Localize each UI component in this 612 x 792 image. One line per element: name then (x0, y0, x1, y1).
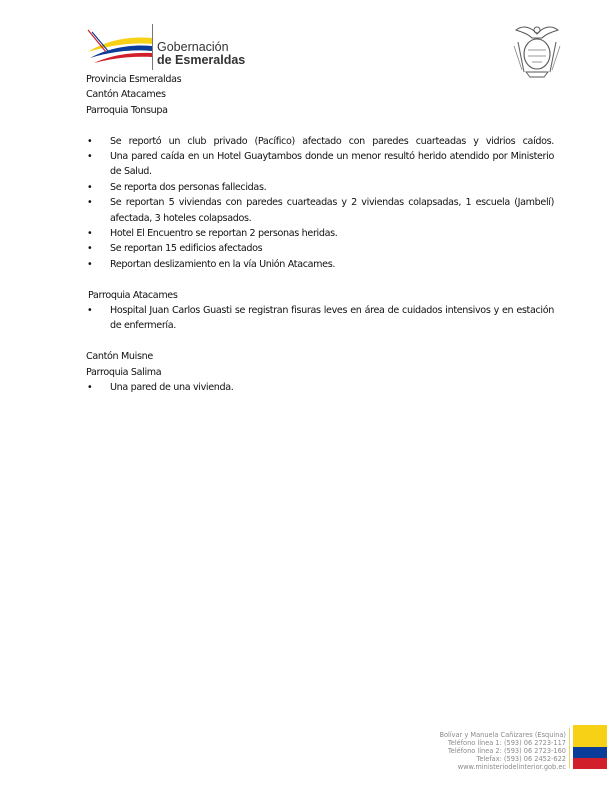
footer-phone1: Teléfono línea 1: (593) 06 2723-117 (447, 739, 566, 748)
tonsupa-report-list (86, 134, 554, 273)
parish-atacames-heading: Parroquia Atacames (88, 289, 178, 301)
atacames-report-list (86, 303, 554, 334)
list-item: • Se reportan 15 edificios afectados (86, 241, 554, 256)
logo-line2: de Esmeraldas (157, 53, 246, 67)
parish-salima-heading: Parroquia Salima (86, 366, 162, 378)
province-heading: Provincia Esmeraldas (86, 74, 182, 85)
logo-text (157, 41, 245, 67)
footer-divider (569, 728, 570, 768)
list-item: • Hotel El Encuentro se reportan 2 personas heridas. (86, 226, 554, 241)
flag-red-band (573, 758, 607, 769)
canton-muisne-heading: Cantón Muisne (86, 351, 153, 363)
spacer (86, 334, 554, 349)
spacer (86, 118, 554, 133)
canton-atacames-heading: Cantón Atacames (86, 89, 166, 101)
list-item: • Se reportan 5 viviendas con paredes cuarteadas y 2 viviendas colapsadas, 1 escuela (Jambelí) afectada, 3 hoteles colapsados. (86, 195, 554, 226)
footer-phone2: Teléfono línea 2: (593) 06 2723-160 (447, 747, 566, 756)
list-item: • Hospital Juan Carlos Guasti se registran fisuras leves en área de cuidados intensivos y en estación de enfermería. (86, 303, 554, 334)
salima-report-list (86, 380, 554, 395)
footer-fax: Telefax: (593) 06 2452-622 (476, 755, 566, 764)
ecuador-flag-icon (573, 725, 607, 769)
list-item: • Una pared de una vivienda. (86, 380, 554, 395)
footer-contact (439, 731, 566, 771)
report-body (86, 72, 554, 395)
list-item: • Una pared caída en un Hotel Guaytambos donde un menor resultó herido atendido por Ministerio de Salud. (86, 149, 554, 180)
coat-of-arms-icon (508, 20, 566, 80)
list-item: • Reportan deslizamiento en la vía Unión Atacames. (86, 257, 554, 272)
flag-blue-band (573, 747, 607, 758)
footer-address: Bolívar y Manuela Cañizares (Esquina) (439, 731, 566, 739)
list-item: • Se reporta dos personas fallecidas. (86, 180, 554, 195)
list-item: • Se reportó un club privado (Pacífico) afectado con paredes cuarteadas y vidrios caídos. (86, 134, 554, 149)
logo-line1: Gobernación (157, 40, 229, 54)
flag-yellow-band (573, 725, 607, 747)
spacer (86, 272, 554, 287)
footer-web: www.ministeriodelinterior.gob.ec (457, 763, 566, 772)
parish-tonsupa-heading: Parroquia Tonsupa (86, 104, 168, 116)
logo-divider (152, 24, 153, 70)
